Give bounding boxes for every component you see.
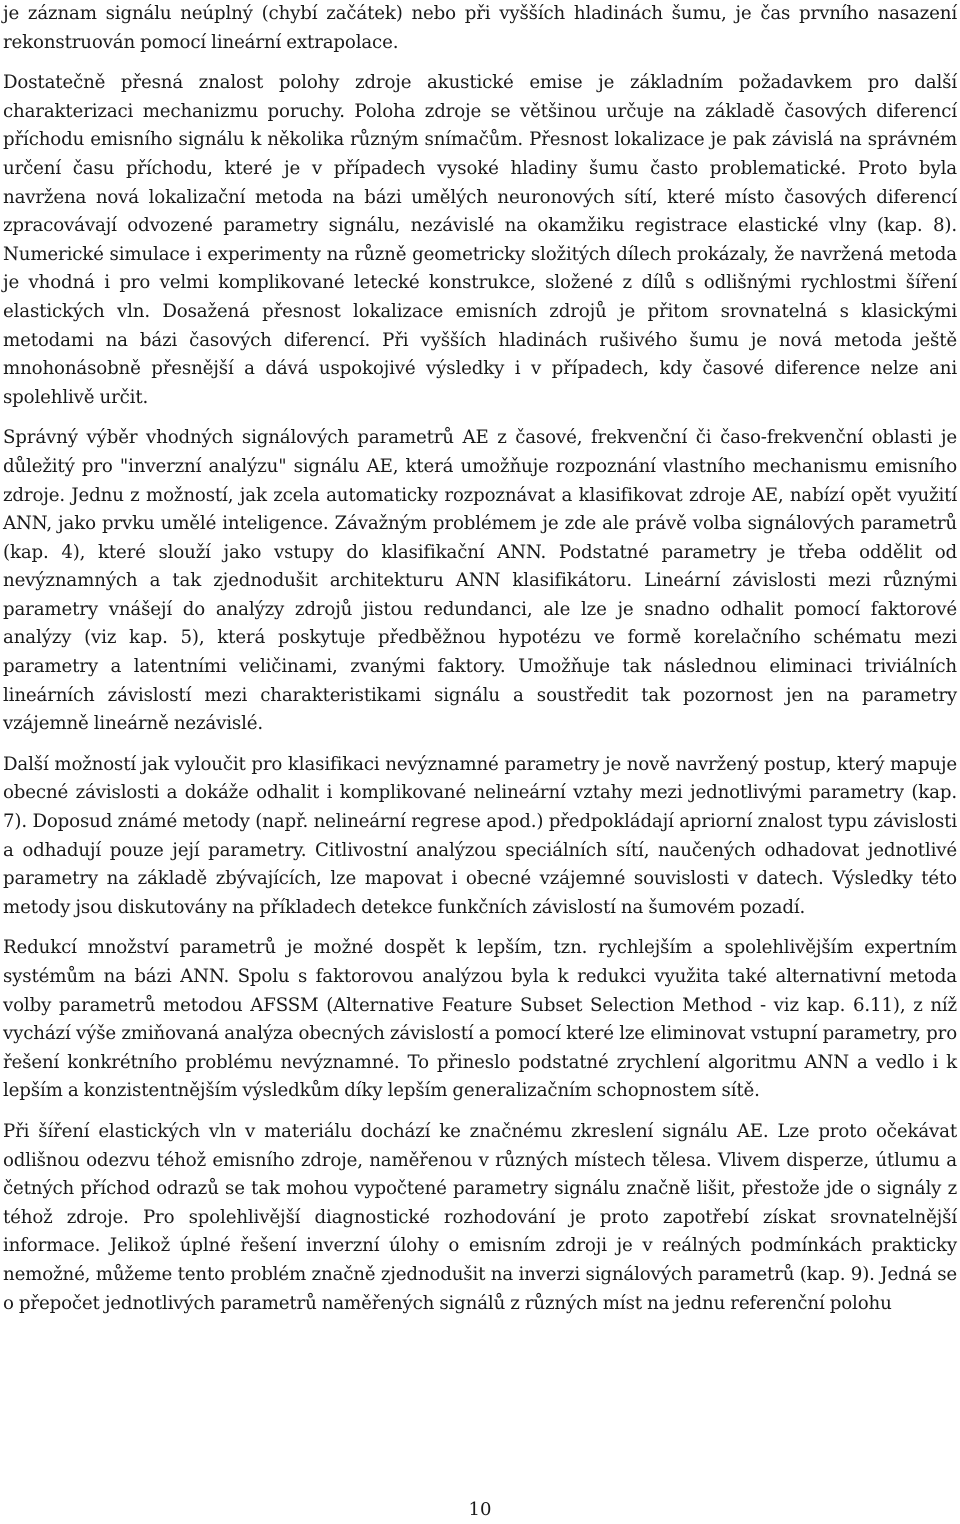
document-page: [3, 0, 957, 1318]
page-number: 10: [468, 1499, 492, 1520]
paragraph-extrapolation: je záznam signálu neúplný (chybí začátek) nebo při vyšších hladinách šumu, je čas prvního nasazení rekonstruován pomocí lineární extrapolace.: [3, 3, 957, 53]
paragraph-source-localization: Dostatečně přesná znalost polohy zdroje akustické emise je základním požadavkem pro další charakterizaci mechanizmu poruchy. Poloha zdroje se většinou určuje na základě časových diferencí příchodu emisního signálu k několika různým snímačům. Přesnost lokalizace je pak závislá na správném určení času příchodu, které je v případech vysoké hladiny šumu často problematické. Proto byla navržena nová lokalizační metoda na bázi umělých neuronových sítí, které místo časových diferencí zpracovávají odvozené parametry signálu, nezávislé na okamžiku registrace elastické vlny (kap. 8). Numerické simulace i experimenty na různě geometricky složitých dílech prokázaly, že navržená metoda je vhodná i pro velmi komplikované letecké konstrukce, složené z dílů s odlišnými rychlostmi šíření elastických vln. Dosažená přesnost lokalizace emisních zdrojů je přitom srovnatelná s klasickými metodami na bázi časových diferencí. Při vyšších hladinách rušivého šumu je nová metoda ještě mnohonásobně přesnější a dává uspokojivé výsledky i v případech, kdy časové diference nelze ani spolehlivě určit.: [3, 72, 957, 408]
paragraph-nonlinear-dependencies: Další možností jak vyloučit pro klasifikaci nevýznamné parametry je nově navržený postup, který mapuje obecné závislosti a dokáže odhalit i komplikované nelineární vztahy mezi jednotlivými parametry (kap. 7). Doposud známé metody (např. nelineární regrese apod.) předpokládají apriorní znalost typu závislosti a odhadují pouze její parametry. Citlivostní analýzou speciálních sítí, naučených odhadovat jednotlivé parametry na základě zbývajících, lze mapovat i obecné vzájemné souvislosti v datech. Výsledky této metody jsou diskutovány na příkladech detekce funkčních závislostí na šumovém pozadí.: [3, 753, 957, 918]
paragraph-parameter-selection: Správný výběr vhodných signálových parametrů AE z časové, frekvenční či časo-frekvenční oblasti je důležitý pro "inverzní analýzu" signálu AE, která umožňuje rozpoznání vlastního mechanismu emisního zdroje. Jednu z možností, jak zcela automaticky rozpoznávat a klasifikovat zdroje AE, nabízí opět využití ANN, jako prvku umělé inteligence. Závažným problémem je zde ale právě volba signálových parametrů (kap. 4), které slouží jako vstupy do klasifikační ANN. Podstatné parametry je třeba oddělit od nevýznamných a tak zjednodušit architekturu ANN klasifikátoru. Lineární závislosti mezi různými parametry vnášejí do analýzy zdrojů jistou redundanci, ale lze je snadno odhalit pomocí faktorové analýzy (viz kap. 5), která poskytuje předběžnou hypotézu ve formě korelačního schématu mezi parametry a latentními veličinami, zvanými faktory. Umožňuje tak následnou eliminaci triviálních lineárních závislostí mezi charakteristikami signálu a soustředit tak pozornost jen na parametry vzájemně lineárně nezávislé.: [3, 427, 957, 735]
paragraph-wave-propagation: Při šíření elastických vln v materiálu dochází ke značnému zkreslení signálu AE. Lze proto očekávat odlišnou odezvu téhož emisního zdroje, naměřenou v různých místech tělesa. Vlivem disperze, útlumu a četných příchod odrazů se tak mohou vypočtené parametry signálu značně lišit, přestože jde o signály z téhož zdroje. Pro spolehlivější diagnostické rozhodování je proto zapotřebí získat srovnatelnější informace. Jelikož úplné řešení inverzní úlohy o emisním zdroji je v reálných podmínkách prakticky nemožné, můžeme tento problém značně zjednodušit na inverzi signálových parametrů (kap. 9). Jedná se o přepočet jednotlivých parametrů naměřených signálů z různých míst na jednu referenční polohu: [3, 1120, 957, 1314]
paragraph-parameter-reduction: Redukcí množství parametrů je možné dospět k lepším, tzn. rychlejším a spolehlivějším expertním systémům na bázi ANN. Spolu s faktorovou analýzou byla k redukci využita také alternativní metoda volby parametrů metodou AFSSM (Alternative Feature Subset Selection Method - viz kap. 6.11), z níž vychází výše zmiňovaná analýza obecných závislostí a pomocí které lze eliminovat vstupní parametry, pro řešení konkrétního problému nevýznamné. To přineslo podstatné zrychlení algoritmu ANN a vedlo i k lepším a konzistentnějším výsledkům díky lepším generalizačním schopnostem sítě.: [3, 937, 957, 1102]
